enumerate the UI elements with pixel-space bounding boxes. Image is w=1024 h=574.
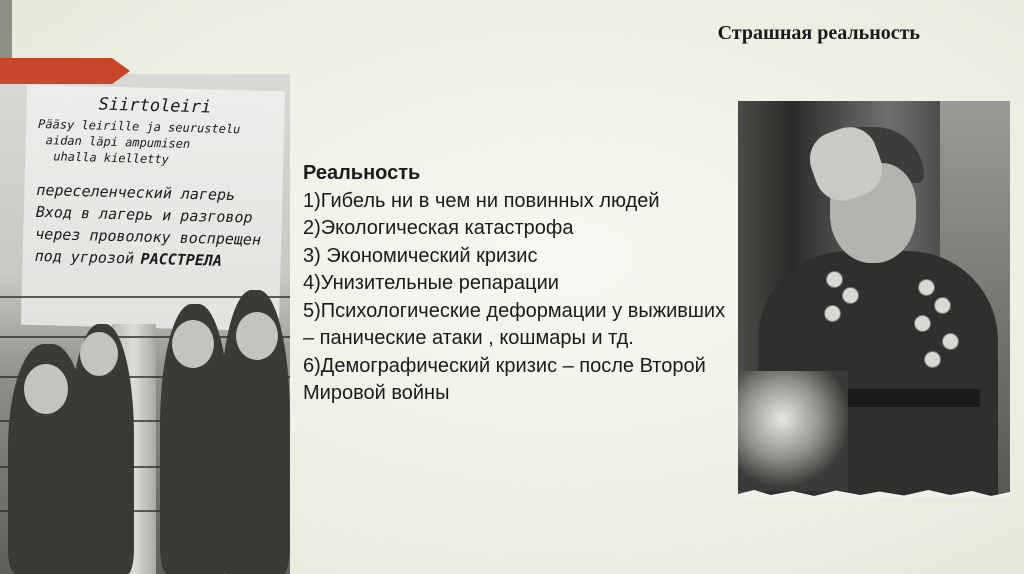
- veteran-belt: [830, 389, 980, 407]
- list-item: 5)Психологические деформации у выживших – панические атаки , кошмары и тд.: [303, 299, 726, 349]
- sign-line: Pääsy leirille ja seurustelu: [37, 116, 241, 137]
- sign-line: uhalla kielletty: [53, 149, 170, 167]
- sign-line: через проволоку воспрещен: [35, 224, 262, 249]
- flowers-bouquet: [738, 371, 848, 491]
- veteran-photo: [738, 101, 1010, 498]
- camp-sign-photo: [0, 74, 290, 574]
- sign-line: aidan läpi ampumisen: [45, 133, 191, 151]
- content-text: [303, 160, 733, 408]
- medal-icon: [824, 305, 841, 322]
- medal-icon: [842, 287, 859, 304]
- medal-icon: [924, 351, 941, 368]
- list-item: 6)Демографический кризис – после Второй Мировой войны: [303, 354, 706, 404]
- accent-bar: [0, 58, 112, 84]
- child-face: [80, 332, 118, 376]
- medal-icon: [934, 297, 951, 314]
- list-item: 4)Унизительные репарации: [303, 272, 559, 294]
- sign-line: Siirtoleiri: [98, 94, 212, 118]
- list-item: 1)Гибель ни в чем ни повинных людей: [303, 189, 660, 212]
- sign-line: переселенческий лагерь: [36, 180, 236, 205]
- medal-icon: [914, 315, 931, 332]
- medal-icon: [826, 271, 843, 288]
- medal-icon: [918, 279, 935, 296]
- content-heading: Реальность: [303, 162, 421, 184]
- child-face: [24, 364, 68, 414]
- medal-icon: [942, 333, 959, 350]
- sign-line: Вход в лагерь и разговор: [35, 202, 253, 227]
- list-item: 3) Экономический кризис: [303, 244, 538, 267]
- child-face: [172, 320, 214, 368]
- slide-title: Страшная реальность: [717, 22, 920, 44]
- child-face: [236, 312, 278, 360]
- sign-line: РАССТРЕЛА: [140, 249, 223, 270]
- list-item: 2)Экологическая катастрофа: [303, 217, 574, 239]
- sign-line: под угрозой: [34, 246, 135, 268]
- accent-bar-tip: [112, 58, 130, 84]
